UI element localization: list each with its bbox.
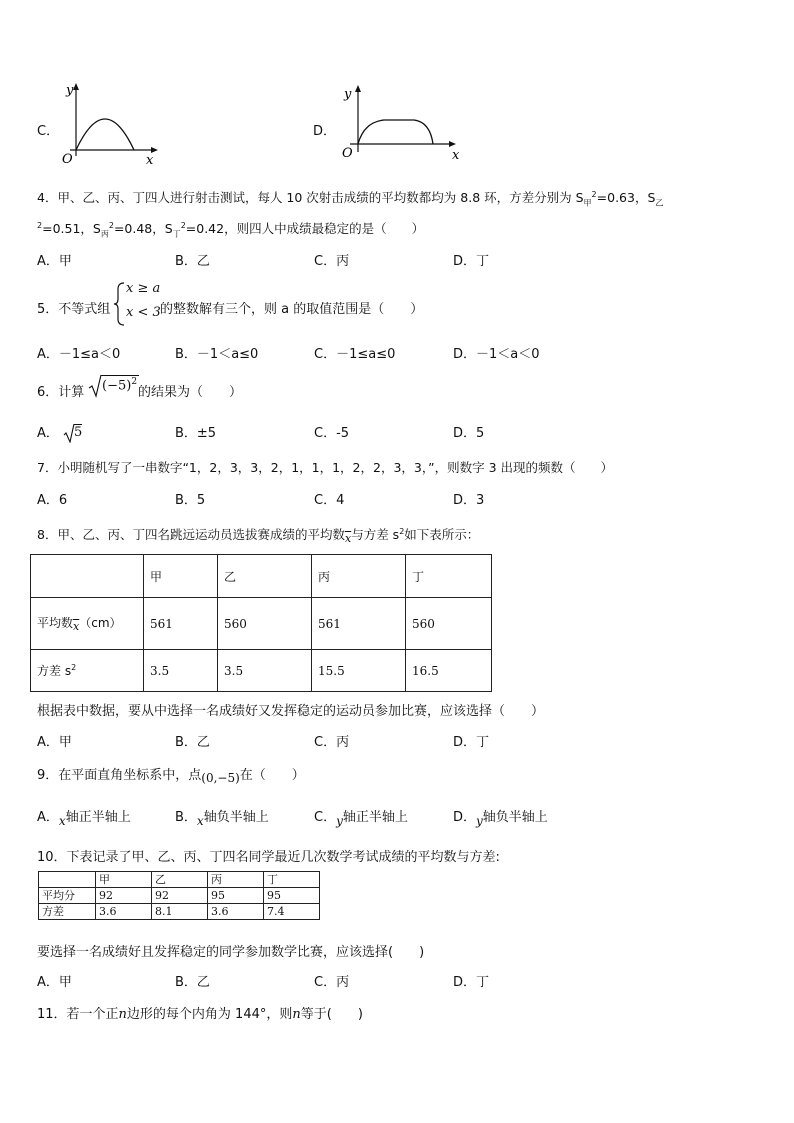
q9-stem: 9．在平面直角坐标系中，点(0,−5)在（ ） [37,768,305,785]
q8-header-empty [31,555,144,598]
q10-table [38,871,320,920]
q4-option-d[interactable]: D．丁 [453,254,490,269]
q4-option-c[interactable]: C．丙 [314,254,350,269]
q6-suffix: 的结果为（ ） [138,385,243,400]
q10-cell: 3.6 [208,904,264,920]
q10-header-empty [39,872,96,888]
q10-header-jia: 甲 [96,872,152,888]
q4-stem-line1: 4．甲、乙、丙、丁四人进行射击测试，每人 10 次射击成绩的平均数都均为 8.8 环，方差分别为 $S_甲^2=0.63$，$S_乙$ [37,189,664,208]
q5-option-b[interactable]: B．－1＜a≤0 [175,347,259,362]
q3d-y-axis-label: y [344,87,352,102]
q8-cell: 561 [144,598,218,650]
q4-stem-line2: $^2$=0.51，$S_丙^2=0.48$，$S_丁^2=0.42$，则四人中成绩最稳定的是（ ） [37,220,425,239]
q8-header-bing: 丙 [312,555,406,598]
q10-question: 要选择一名成绩好且发挥稳定的同学参加数学比赛，应该选择( ) [37,945,425,960]
q8-row-var-label: 方差 $s^2$ [31,650,144,692]
q3-option-c-label: C． [37,124,60,139]
q3-graph-c [58,80,168,168]
q10-cell: 8.1 [152,904,208,920]
q3c-origin-label: O [62,152,73,167]
q10-header-yi: 乙 [152,872,208,888]
q8-question: 根据表中数据，要从中选择一名成绩好又发挥稳定的运动员参加比赛，应该选择（ ） [37,704,545,719]
q8-cell: 15.5 [312,650,406,692]
q10-option-d[interactable]: D．丁 [453,975,490,990]
radical-sign-icon [88,374,102,398]
q4-option-b[interactable]: B．乙 [175,254,210,269]
q10-option-a[interactable]: A．甲 [37,975,72,990]
q9-option-c[interactable]: C．y轴正半轴上 [314,810,408,828]
q4-option-a[interactable]: A．甲 [37,254,72,269]
q8-stem: 8．甲、乙、丙、丁四名跳远运动员选拔赛成绩的平均数$\overline{x}$与方差 $s^2$如下表所示： [37,526,480,545]
q8-row-avg-label: 平均数$\overline{x}(cm)$ [31,598,144,650]
q6-option-d[interactable]: D．5 [453,426,485,441]
q6-option-a[interactable]: A． 5 [37,424,83,441]
q5-prefix: 5．不等式组 [37,302,111,317]
q10-cell: 92 [152,888,208,904]
q5-suffix: 的整数解有三个，则 a 的取值范围是（ ） [160,302,424,317]
q10-option-b[interactable]: B．乙 [175,975,210,990]
q7-stem: 7．小明随机写了一串数字“1，2，3，3，2，1，1，1，2，2，3，3，”，则数字 3 出现的频数（ ） [37,460,613,475]
q8-cell: 16.5 [406,650,492,692]
q5-option-c[interactable]: C．－1≤a≤0 [314,347,396,362]
q8-cell: 561 [312,598,406,650]
q10-option-c[interactable]: C．丙 [314,975,350,990]
q3d-origin-label: O [342,146,353,161]
q3-graph-d [336,82,466,166]
q7-option-d[interactable]: D．3 [453,493,485,508]
q10-cell: 7.4 [264,904,320,920]
q8-cell: 3.5 [144,650,218,692]
q10-cell: 92 [96,888,152,904]
q5-inequality-2: x < 3 [126,305,161,320]
q8-header-yi: 乙 [218,555,312,598]
q10-row-label: 平均分 [39,888,96,904]
q10-header-bing: 丙 [208,872,264,888]
q8-header-ding: 丁 [406,555,492,598]
q7-option-b[interactable]: B．5 [175,493,206,508]
q6-prefix: 6．计算 [37,385,85,400]
q5-brace [114,281,126,327]
q3c-x-axis-label: x [146,153,154,168]
q3c-y-axis-label: y [66,83,74,98]
q9-option-a[interactable]: A．x轴正半轴上 [37,810,131,828]
q10-header-ding: 丁 [264,872,320,888]
q9-option-d[interactable]: D．y轴负半轴上 [453,810,548,828]
q8-header-jia: 甲 [144,555,218,598]
q8-option-d[interactable]: D．丁 [453,735,490,750]
q10-cell: 3.6 [96,904,152,920]
q8-option-c[interactable]: C．丙 [314,735,350,750]
q8-cell: 3.5 [218,650,312,692]
q6-option-b[interactable]: B．±5 [175,426,217,441]
q5-option-a[interactable]: A．－1≤a＜0 [37,347,121,362]
q9-option-b[interactable]: B．x轴负半轴上 [175,810,269,828]
x-bar: $\overline{x}$ [344,532,352,545]
q8-cell: 560 [218,598,312,650]
q8-option-b[interactable]: B．乙 [175,735,210,750]
q3d-x-axis-label: x [452,148,460,163]
q6-option-c[interactable]: C．-5 [314,426,350,441]
q8-option-a[interactable]: A．甲 [37,735,72,750]
q5-option-d[interactable]: D．－1＜a＜0 [453,347,540,362]
q8-cell: 560 [406,598,492,650]
q3-option-d-label: D． [313,124,337,139]
q8-table [30,554,492,692]
q10-cell: 95 [264,888,320,904]
q11-stem: 11．若一个正n边形的每个内角为 144°，则n等于( ) [37,1007,363,1022]
q5-inequality-1: x ≥ a [126,281,161,296]
q10-cell: 95 [208,888,264,904]
q7-option-c[interactable]: C．4 [314,493,345,508]
q10-row-label: 方差 [39,904,96,920]
q10-stem: 10．下表记录了甲、乙、丙、丁四名同学最近几次数学考试成绩的平均数与方差: [37,850,500,865]
q7-option-a[interactable]: A．6 [37,493,68,508]
